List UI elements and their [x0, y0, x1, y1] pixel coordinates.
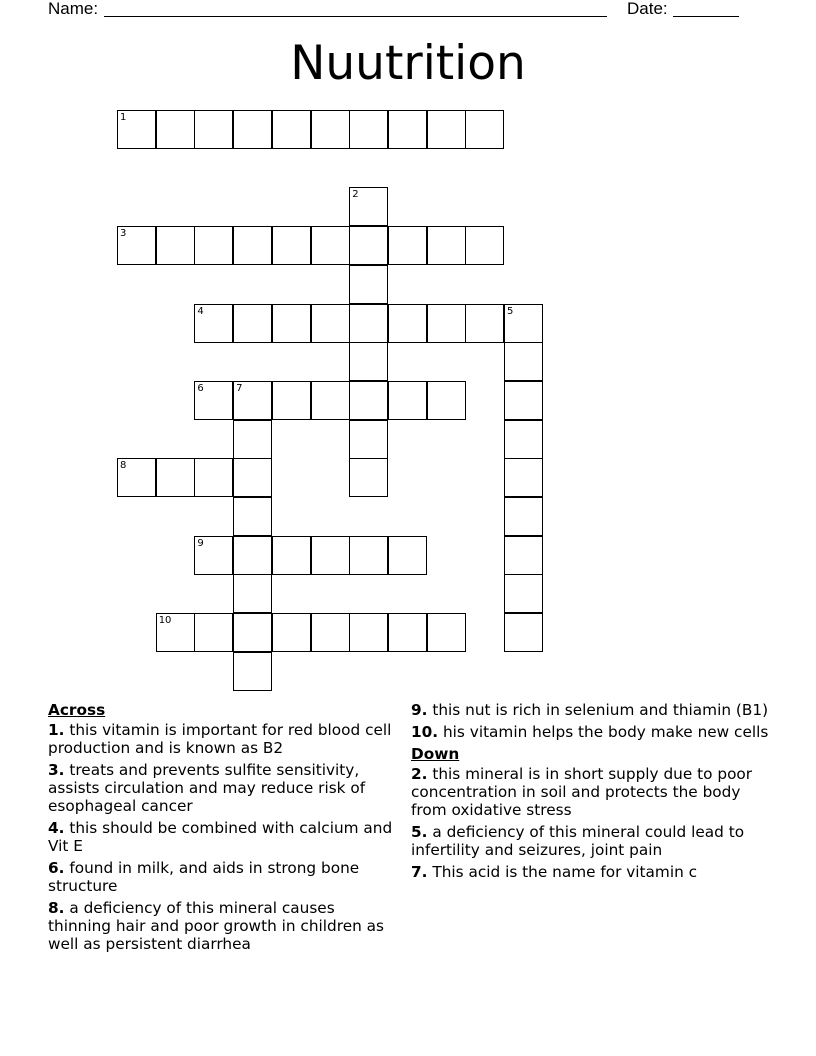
crossword-cell[interactable]	[233, 497, 272, 536]
clue-across-1: 1. this vitamin is important for red blood cell production and is known as B2	[48, 721, 392, 757]
clue-number: 9	[197, 537, 204, 549]
crossword-cell[interactable]	[272, 110, 311, 149]
clues-left-column	[48, 701, 393, 957]
crossword-cell[interactable]	[117, 110, 156, 149]
crossword-cell[interactable]	[311, 110, 350, 149]
crossword-cell[interactable]	[194, 226, 233, 265]
crossword-cell[interactable]	[349, 613, 388, 652]
crossword-cell[interactable]	[194, 536, 233, 575]
crossword-cell[interactable]	[349, 304, 388, 343]
crossword-cell[interactable]	[349, 342, 388, 381]
crossword-cell[interactable]	[349, 536, 388, 575]
crossword-cell[interactable]	[388, 226, 427, 265]
crossword-cell[interactable]	[349, 226, 388, 265]
crossword-cell[interactable]	[427, 381, 466, 420]
crossword-cell[interactable]	[272, 381, 311, 420]
crossword-cell[interactable]	[272, 536, 311, 575]
crossword-cell[interactable]	[117, 458, 156, 497]
clue-number: 10	[158, 615, 172, 627]
crossword-cell[interactable]	[233, 458, 272, 497]
crossword-cell[interactable]	[272, 304, 311, 343]
crossword-cell[interactable]	[349, 110, 388, 149]
crossword-cell[interactable]	[311, 226, 350, 265]
crossword-cell[interactable]	[233, 381, 272, 420]
clue-across-8: 8. a deficiency of this mineral causes thinning hair and poor growth in children as well as persistent diarrhea	[48, 899, 385, 953]
crossword-cell[interactable]	[194, 381, 233, 420]
crossword-cell[interactable]	[388, 110, 427, 149]
crossword-cell[interactable]	[311, 381, 350, 420]
crossword-cell[interactable]	[233, 110, 272, 149]
clue-down-5: 5. a deficiency of this mineral could lead to infertility and seizures, joint pain	[411, 823, 745, 859]
crossword-cell[interactable]	[156, 226, 195, 265]
crossword-cell[interactable]	[465, 226, 504, 265]
across-heading: Across	[48, 701, 106, 719]
crossword-cell[interactable]	[194, 110, 233, 149]
clue-across-4: 4. this should be combined with calcium and Vit E	[48, 819, 393, 855]
crossword-cell[interactable]	[504, 381, 543, 420]
crossword-cell[interactable]	[504, 497, 543, 536]
crossword-cell[interactable]	[349, 381, 388, 420]
crossword-cell[interactable]	[233, 536, 272, 575]
crossword-cell[interactable]	[504, 420, 543, 459]
crossword-cell[interactable]	[427, 613, 466, 652]
crossword-cell[interactable]	[156, 458, 195, 497]
clue-number: 7	[236, 382, 243, 394]
crossword-cell[interactable]	[233, 304, 272, 343]
clues-right-column	[411, 701, 776, 885]
crossword-cell[interactable]	[156, 110, 195, 149]
crossword-cell[interactable]	[311, 304, 350, 343]
crossword-cell[interactable]	[194, 304, 233, 343]
crossword-cell[interactable]	[311, 613, 350, 652]
crossword-cell[interactable]	[465, 304, 504, 343]
clue-across-9: 9. this nut is rich in selenium and thiamin (B1)	[411, 701, 769, 719]
clue-number: 6	[197, 382, 204, 394]
clue-down-7: 7. This acid is the name for vitamin c	[411, 863, 698, 881]
crossword-cell[interactable]	[233, 574, 272, 613]
crossword-cell[interactable]	[233, 420, 272, 459]
crossword-cell[interactable]	[465, 110, 504, 149]
crossword-cell[interactable]	[194, 613, 233, 652]
crossword-cell[interactable]	[504, 536, 543, 575]
down-heading: Down	[411, 745, 460, 763]
crossword-cell[interactable]	[233, 652, 272, 691]
crossword-cell[interactable]	[194, 458, 233, 497]
crossword-cell[interactable]	[388, 304, 427, 343]
crossword-cell[interactable]	[156, 613, 195, 652]
clue-number: 5	[507, 305, 514, 317]
crossword-cell[interactable]	[504, 613, 543, 652]
crossword-cell[interactable]	[504, 574, 543, 613]
clue-number: 3	[120, 228, 127, 240]
crossword-cell[interactable]	[388, 381, 427, 420]
crossword-cell[interactable]	[311, 536, 350, 575]
page-title: Nuutrition	[290, 36, 526, 91]
crossword-cell[interactable]	[349, 265, 388, 304]
crossword-cell[interactable]	[233, 613, 272, 652]
crossword-cell[interactable]	[504, 304, 543, 343]
date-label: Date:	[627, 0, 668, 18]
crossword-cell[interactable]	[233, 226, 272, 265]
clue-number: 8	[120, 460, 127, 472]
crossword-cell[interactable]	[272, 226, 311, 265]
crossword-cell[interactable]	[349, 458, 388, 497]
crossword-cell[interactable]	[349, 187, 388, 226]
crossword-cell[interactable]	[504, 458, 543, 497]
crossword-cell[interactable]	[117, 226, 156, 265]
clue-number: 1	[120, 112, 127, 123]
crossword-cell[interactable]	[349, 420, 388, 459]
name-label: Name:	[48, 0, 99, 18]
crossword-cell[interactable]	[388, 613, 427, 652]
crossword-cell[interactable]	[427, 110, 466, 149]
clue-across-6: 6. found in milk, and aids in strong bone structure	[48, 859, 360, 895]
crossword-cell[interactable]	[427, 304, 466, 343]
crossword-cell[interactable]	[272, 613, 311, 652]
clue-across-10: 10. his vitamin helps the body make new cells	[411, 723, 769, 741]
clue-down-2: 2. this mineral is in short supply due to poor concentration in soil and protects the body from oxidative stress	[411, 765, 753, 819]
crossword-cell[interactable]	[388, 536, 427, 575]
crossword-cell[interactable]	[427, 226, 466, 265]
crossword-cell[interactable]	[504, 342, 543, 381]
clue-number: 4	[197, 305, 204, 317]
clue-across-3: 3. treats and prevents sulfite sensitivity, assists circulation and may reduce risk of esophageal cancer	[48, 761, 366, 815]
clue-number: 2	[352, 189, 359, 201]
